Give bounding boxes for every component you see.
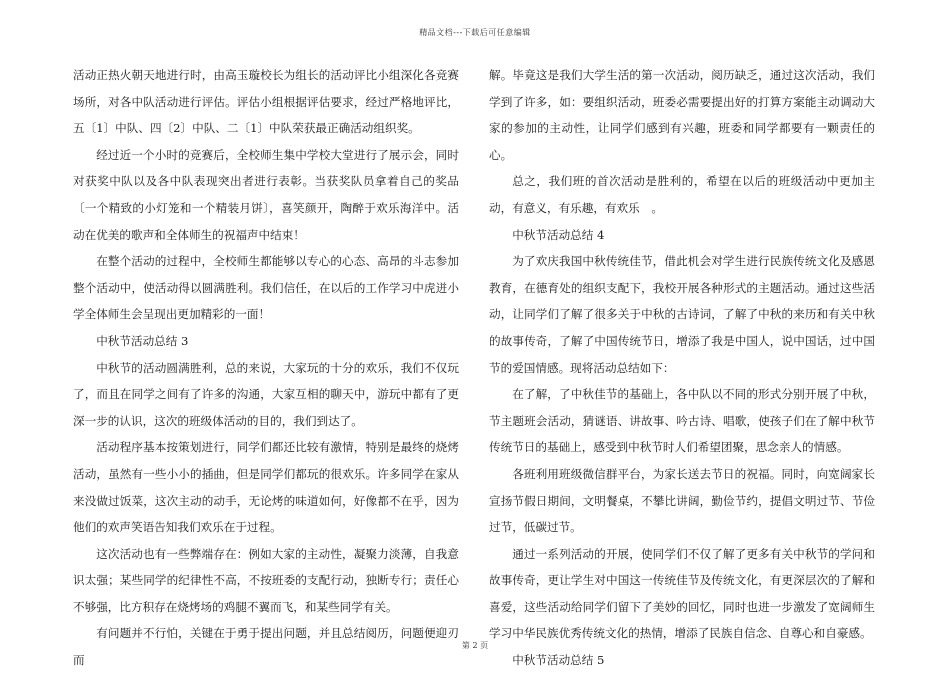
section-heading: 中秋节活动总结 3	[96, 333, 189, 348]
left-column	[73, 62, 459, 674]
paragraph: 各班利用班级微信群平台，为家长送去节日的祝福。同时，向宽阔家长宣扬节假日期间，文明餐桌，不攀比讲阔，勤俭节约，提倡文明过节、节俭过节，低碳过节。	[489, 466, 875, 535]
paragraph: 经过近一个小时的竞赛后，全校师生集中学校大堂进行了展示会，同时对获奖中队以及各中队表现突出者进行表彰。当获奖队员拿着自己的奖品〔一个精致的小灯笼和一个精装月饼〕，喜笑颜开，陶醉于欢乐海洋中。活动在优美的歌声和全体师生的祝福声中结束！	[73, 147, 459, 242]
paragraph: 在整个活动的过程中，全校师生都能够以专心的心态、高昂的斗志参加整个活动中，使活动得以圆满胜利。我们信任，在以后的工作学习中虎迸小学全体师生会呈现出更加精彩的一面！	[73, 254, 459, 322]
page-header: 精品文档---下载后可任意编辑	[419, 28, 531, 37]
paragraph: 在了解，了中秋佳节的基础上，各中队以不同的形式分别开展了中秋，节主题班会活动，猜谜语、讲故事、吟古诗、唱歌，使孩子们在了解中秋节传统节日的基础上，感受到中秋节时人们希望团聚，思念亲人的情感。	[489, 387, 875, 455]
paragraph: 解。毕竟这是我们大学生活的第一次活动，阅历缺乏，通过这次活动，我们学到了许多，如：要组织活动，班委必需要提出好的打算方案能主动调动大家的参加的主动性，让同学们感到有兴趣，班委和同学都要有一颗责任的心。	[489, 68, 875, 162]
paragraph: 活动正热火朝天地进行时，由高玉璇校长为组长的活动评比小组深化各竞赛场所，对各中队活动进行评估。评估小组根据评估要求，经过严格地评比，五〔1〕中队、四〔2〕中队、二〔1〕中队荣获最正确活动组织奖。	[73, 68, 459, 136]
section-heading: 中秋节活动总结 4	[512, 227, 605, 242]
page-number: 第 2 页	[461, 641, 489, 650]
section-heading: 中秋节活动总结 5	[512, 653, 605, 668]
paragraph: 通过一系列活动的开展，使同学们不仅了解了更多有关中秋节的学问和故事传奇，更让学生对中国这一传统佳节及传统文化，有更深层次的了解和喜爱，这些活动给同学们留下了美妙的回忆，同时也进一步激发了宽阔师生学习中华民族优秀传统文化的热情，增添了民族自信念、自尊心和自豪感。	[489, 546, 875, 641]
paragraph: 这次活动也有一些弊端存在：例如大家的主动性，凝聚力淡薄，自我意识太强；某些同学的纪律性不高，不按班委的支配行动，独断专行；责任心不够强，比方积存在烧烤场的鸡腿不翼而飞，和某些同学有关。	[73, 546, 459, 614]
paragraph: 中秋节的活动圆满胜利，总的来说，大家玩的十分的欢乐，我们不仅玩了，而且在同学之间有了许多的沟通，大家互相的聊天中，游玩中都有了更深一步的认识，这次的班级体活动的目的，我们到达了。	[73, 360, 459, 428]
paragraph: 活动程序基本按策划进行，同学们都还比较有激情，特别是最终的烧烤活动，虽然有一些小小的插曲，但是同学们都玩的很欢乐。许多同学在家从来没做过饭菜，这次主动的动手，无论烤的味道如何，好像都不在乎，因为他们的欢声笑语告知我们欢乐在于过程。	[73, 440, 459, 535]
right-column	[489, 62, 875, 674]
paragraph: 有问题并不行怕，关键在于勇于提出问题，并且总结阅历，问题便迎刃而	[73, 626, 459, 668]
paragraph: 为了欢庆我国中秋传统佳节，借此机会对学生进行民族传统文化及感恩教育，在德育处的组织支配下，我校开展各种形式的主题活动。通过这些活动，让同学们了解了很多关于中秋的古诗词，了解了中秋的来历和有关中秋的故事传奇，了解了中国传统节日，增添了我是中国人，说中国话，过中国节的爱国情感。现将活动总结如下：	[489, 254, 875, 375]
paragraph: 总之，我们班的首次活动是胜利的，希望在以后的班级活动中更加主动，有意义，有乐趣，有欢乐 。	[489, 174, 875, 215]
